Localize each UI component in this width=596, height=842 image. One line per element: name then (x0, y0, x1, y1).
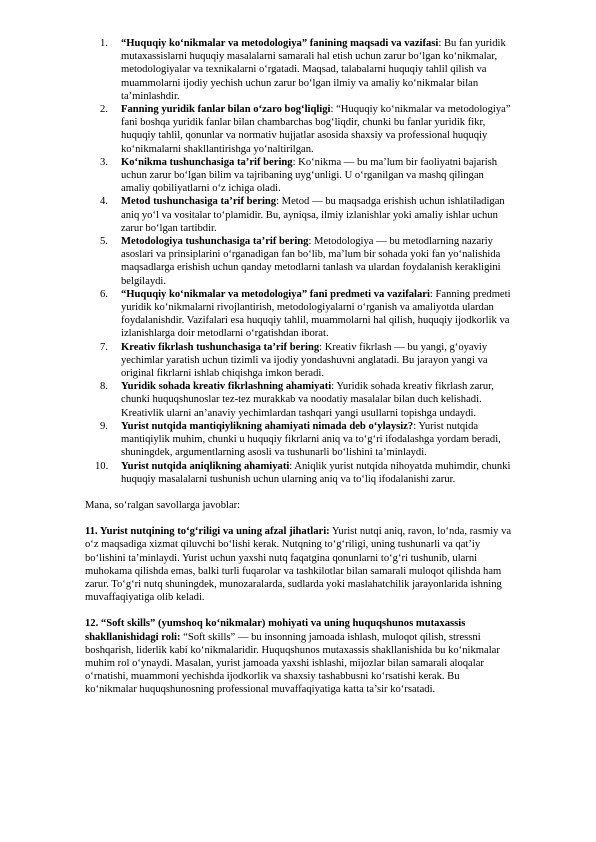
item-title: Metodologiya tushunchasiga ta’rif bering (121, 236, 309, 248)
item-number: 6. (100, 288, 108, 300)
item-title: Yurist nutqida aniqlikning ahamiyati (121, 460, 290, 472)
answer-text: Yurist nutqi aniq, ravon, lo‘nda, rasmiy va o‘z maqsadiga xizmat qiluvchi bo‘lishi kerak. Nutqning to‘g‘riligi, uning tushunarli va qat’iy bo‘lishini ta’minlaydi. Yurist uchun yaxshi nutq faqatgina qonunlarni to‘g‘ri tushunib, ularni muhokama qilishda emas, balki turli fuqarolar va tashkilotlar bilan samarali muloqot qilishda ham zarur. To‘g‘ri nutq shuningdek, munozaralarda, sudlarda yoki maslahatchilik jarayonlarida ishning muvaffaqiyatiga olib keladi. (85, 526, 512, 604)
item-text: : Metodologiya — bu metodlarning nazariy asoslari va prinsiplarini o‘rganadigan fan bo‘lib, ma’lum bir sohada yoki fan yo‘nalishida maqsadlarga erishish uchun qanday metodlarni tanlash va ulardan foydalanish kerakligini belgilaydi. (121, 236, 501, 287)
item-title: Kreativ fikrlash tushunchasiga ta’rif bering (121, 341, 320, 353)
item-text: : Metod — bu maqsadga erishish uchun ishlatiladigan aniq yo‘l va vositalar to‘plamidir. Bu, ayniqsa, ilmiy izlanishlar yoki amaliy ishlar uchun zarur bo‘lgan tartibdir. (121, 196, 505, 234)
answer-paragraph (85, 617, 512, 696)
list-item (85, 460, 512, 486)
item-number: 4. (100, 196, 108, 208)
list-item (85, 195, 512, 235)
list-item (85, 420, 512, 460)
list-item (85, 235, 512, 288)
item-text: : Ko‘nikma — bu ma’lum bir faoliyatni bajarish uchun zarur bo‘lgan bilim va tajribaning uyg‘unligi. U o‘rganilgan va mashq qilingan amaliy qobiliyatlarni o‘z ichiga oladi. (121, 156, 498, 195)
item-title: Metod tushunchasiga ta’rif bering (121, 196, 277, 208)
list-item (85, 103, 512, 156)
item-number: 10. (95, 460, 109, 472)
list-item (85, 380, 512, 420)
item-number: 7. (100, 341, 108, 353)
item-title: Yurist nutqida mantiqiylikning ahamiyati nimada deb o‘ylaysiz? (121, 420, 414, 432)
item-number: 2. (100, 104, 108, 116)
answer-paragraph (85, 525, 512, 604)
question-list (85, 37, 512, 486)
item-text: : Fanning predmeti yuridik ko‘nikmalarni rivojlantirish, metodologiyalarni o‘rganish va amaliyotda ulardan foydalanishdir. Vazifalari esa huquqiy tahlil, muammolarni hal qilish, huquqiy ijodkorlik va izlanishlarga doir metodlarni o‘rgatishdan iborat. (121, 288, 511, 340)
item-title: “Huquqiy ko‘nikmalar va metodologiya” fanining maqsadi va vazifasi (121, 38, 439, 49)
item-title: Yuridik sohada kreativ fikrlashning ahamiyati (121, 381, 332, 393)
item-number: 9. (100, 420, 108, 432)
list-item (85, 156, 512, 196)
answer-title: 11. Yurist nutqining to‘g‘riligi va uning afzal jihatlari: (85, 526, 330, 538)
item-text: : Yurist nutqida mantiqiylik muhim, chunki u huquqiy fikrlarni aniq va to‘g‘ri ifodalashga yordam beradi, shuningdek, argumentlarning asosli va tushunarli bo‘lishini ta’minlaydi. (121, 420, 501, 459)
item-number: 1. (100, 38, 108, 49)
item-title: Fanning yuridik fanlar bilan o‘zaro bog‘liqligi (121, 104, 331, 116)
item-title: Ko‘nikma tushunchasiga ta’rif bering (121, 156, 293, 168)
item-title: “Huquqiy ko‘nikmalar va metodologiya” fani predmeti va vazifalari (121, 288, 430, 300)
item-text: : “Huquqiy ko‘nikmalar va metodologiya” fani boshqa yuridik fanlar bilan chambarchas bog‘liqdir, chunki bu fanlar yuridik fikr, huquqiy tahlil, qonunlar va normativ hujjatlar asosida shaxsiy va professional huquqiy ko‘nikmalarni shakllantirishga yo‘naltirilgan. (121, 104, 511, 155)
item-number: 8. (100, 381, 108, 393)
item-text: : Kreativ fikrlash — bu yangi, g‘oyaviy yechimlar yaratish uchun tizimli va ijodiy yondashuvni anglatadi. Bu jarayon yangi va original fikrlarni ishlab chiqishga imkon beradi. (121, 341, 488, 380)
item-number: 5. (100, 236, 108, 248)
item-number: 3. (100, 156, 108, 168)
item-text: : Aniqlik yurist nutqida nihoyatda muhimdir, chunki huquqiy masalalarni tushunish uchun ularning aniq va to‘liq ifodalanishi zarur. (121, 460, 511, 485)
list-item (85, 37, 512, 103)
item-text: : Bu fan yuridik mutaxassislarni huquqiy masalalarni samarali hal etish uchun zarur bo‘lgan ko‘nikmalar, metodologiyalar va texnikalarni o‘rgatadi. Maqsad, talabalarni huquqiy tahlil qilish va muammolarni ijodiy yechish uchun zarur bo‘lgan ilmiy va amaliy ko‘nikmalar bilan ta’minlashdir. (121, 38, 506, 102)
item-text: : Yuridik sohada kreativ fikrlash zarur, chunki huquqshunoslar tez-tez murakkab va noodatiy masalalar bilan duch kelishadi. Kreativlik ularni an’anaviy yechimlardan tashqari yangi usullarni topishga undaydi. (121, 381, 494, 419)
list-item (85, 288, 512, 341)
answer-text: “Soft skills” — bu insonning jamoada ishlash, muloqot qilish, stressni boshqarish, liderlik kabi ko‘nikmalaridir. Huquqshunos mutaxassis shakllanishida bu ko‘nikmalar muhim rol o‘ynaydi. Masalan, yurist jamoada yaxshi ishlashi, mijozlar bilan samarali aloqalar o‘rnatishi, muammoni yechishda ijodkorlik va shaxsiy tashabbusni ko‘rsatishi kerak. Bu ko‘nikmalar huquqshunosning professional muvaffaqiyatiga katta ta’sir ko‘rsatadi. (85, 631, 500, 696)
intro-text: Mana, so‘ralgan savollarga javoblar: (85, 499, 241, 511)
list-item (85, 341, 512, 381)
answer-title: 12. “Soft skills” (yumshoq ko‘nikmalar) mohiyati va uning huquqshunos mutaxassis shakllanishidagi roli: (85, 618, 466, 643)
